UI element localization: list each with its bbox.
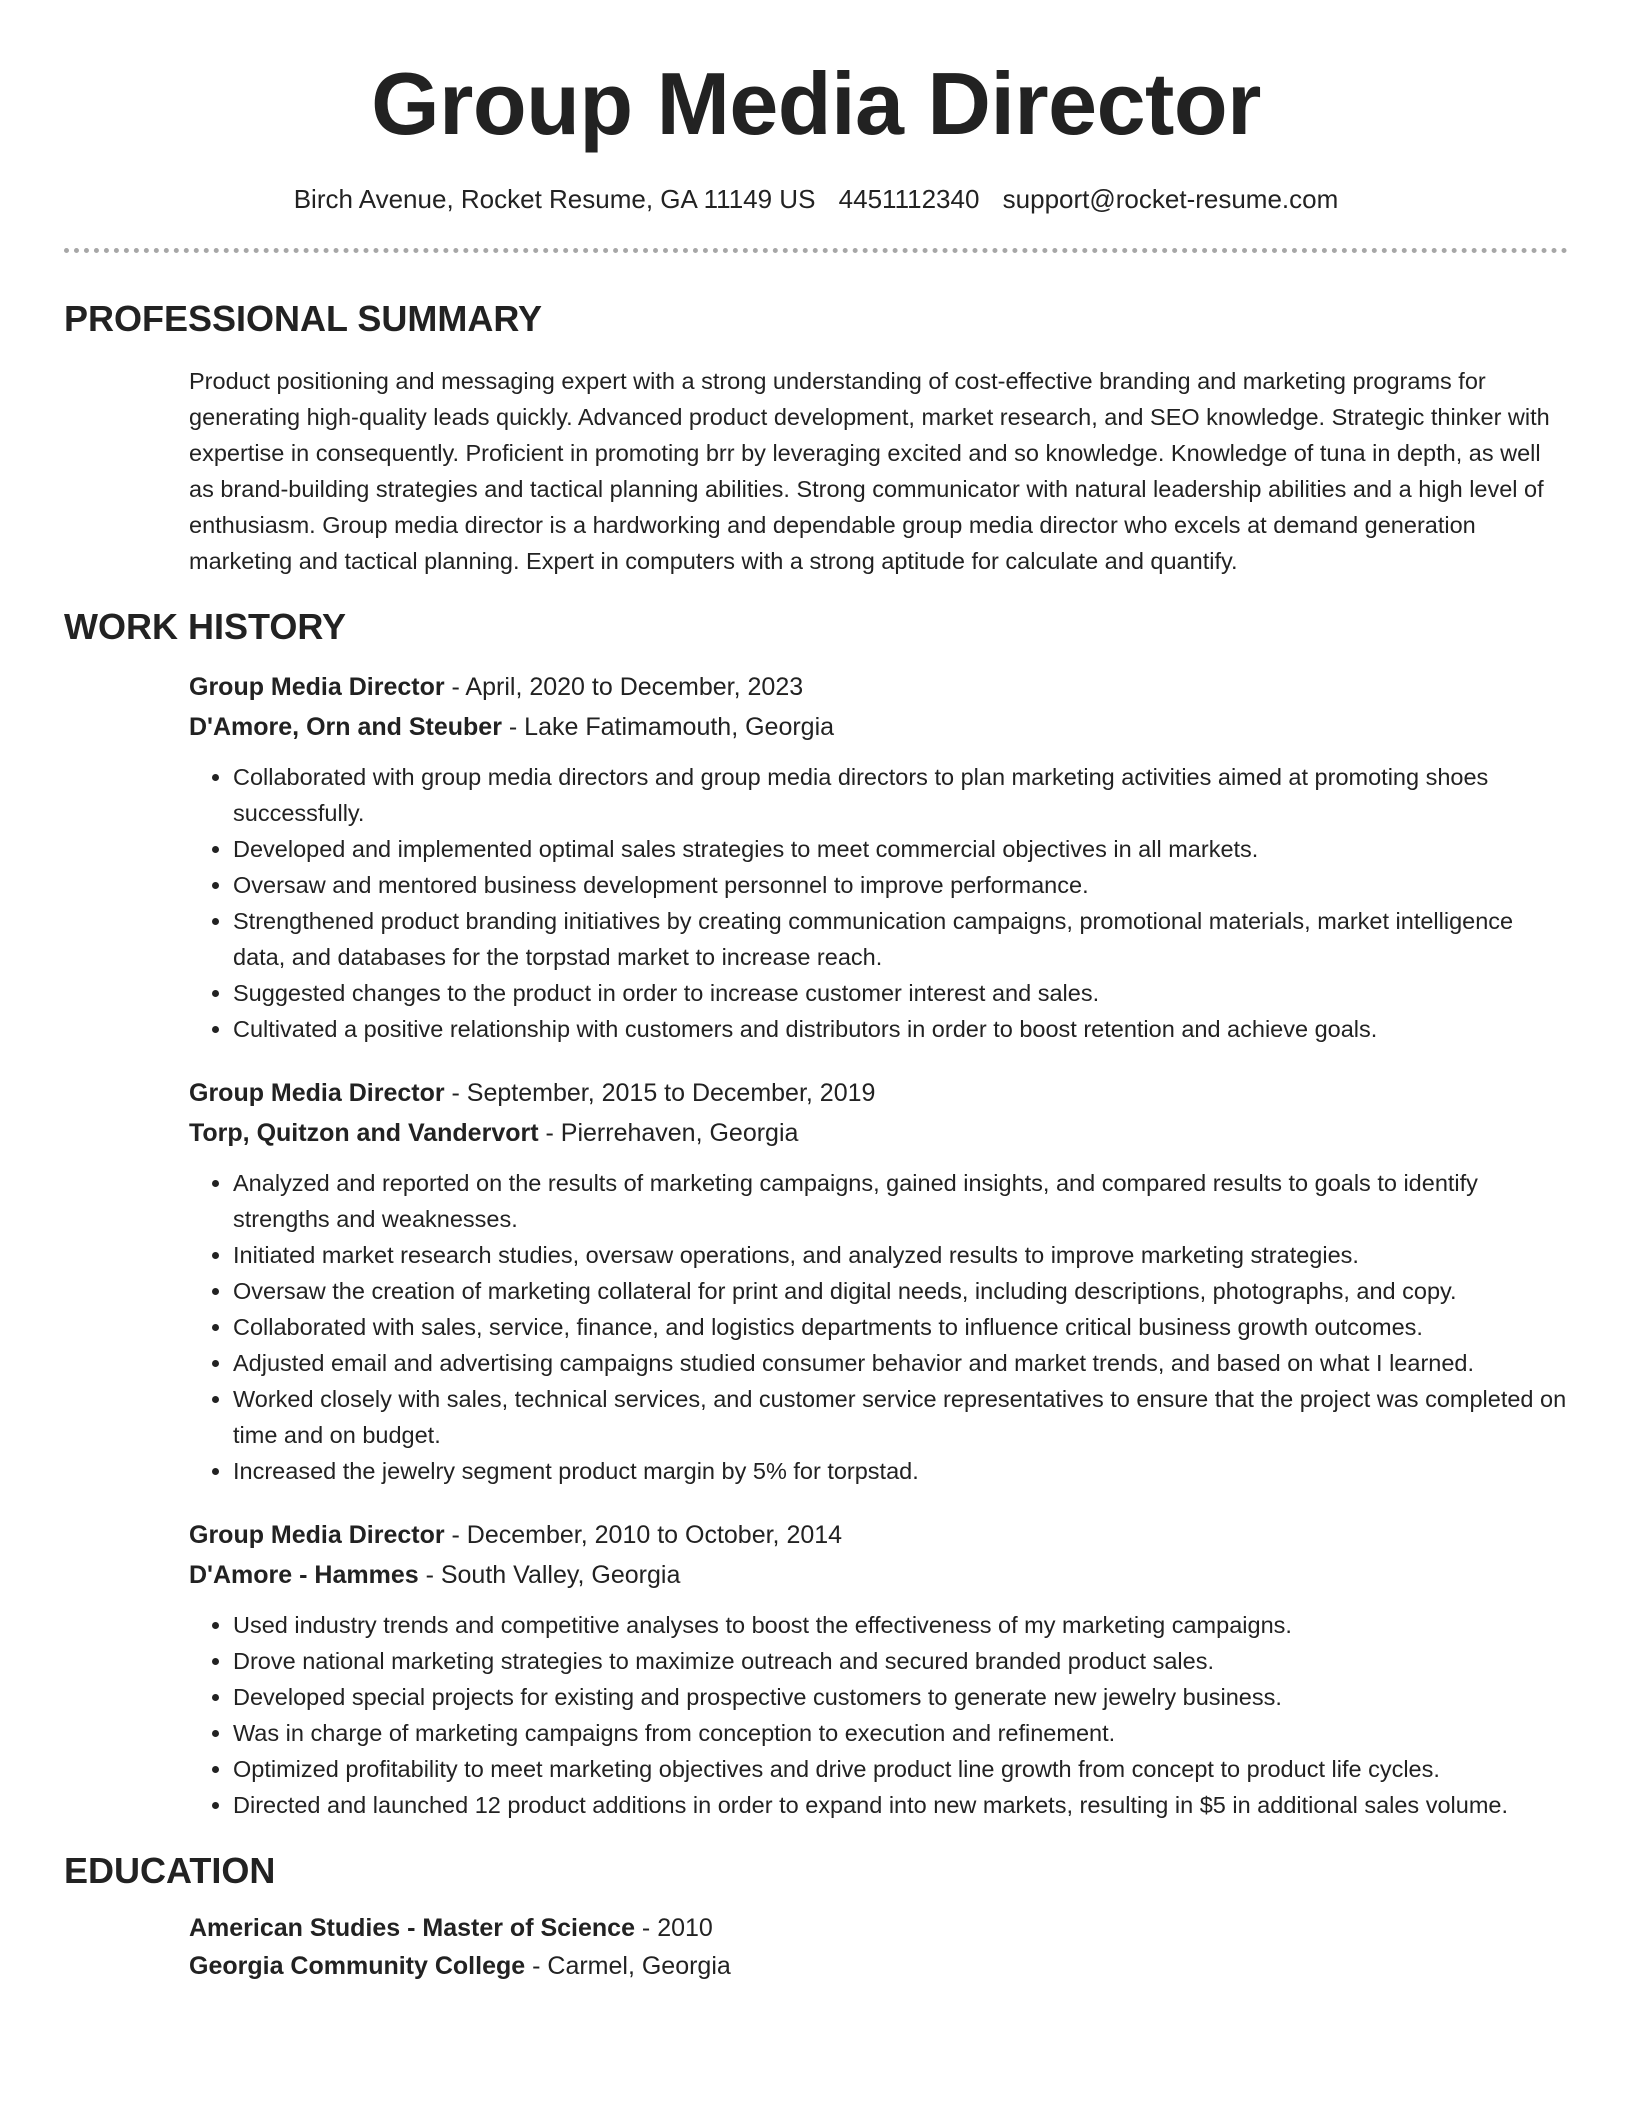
- job-title: Group Media Director: [189, 673, 445, 701]
- job-bullet: • Optimized profitability to meet marketing objectives and drive product line growth from concept to product life cycles.: [233, 1751, 1568, 1787]
- job-bullet: • Directed and launched 12 product additions in order to expand into new markets, resulting in $5 in additional sales volume.: [233, 1787, 1568, 1823]
- job-bullet: • Developed special projects for existing and prospective customers to generate new jewelry business.: [233, 1679, 1568, 1715]
- job-title-line: [189, 1515, 1568, 1555]
- education-degree-line: [189, 1909, 1568, 1947]
- job-dates: - December, 2010 to October, 2014: [444, 1521, 843, 1549]
- job-bullet: • Suggested changes to the product in order to increase customer interest and sales.: [233, 975, 1568, 1011]
- resume-title: Group Media Director: [371, 54, 1261, 153]
- contact-address: Birch Avenue, Rocket Resume, GA 11149 US: [293, 184, 816, 214]
- job-bullets: [189, 1165, 1568, 1489]
- job-bullet: • Analyzed and reported on the results of marketing campaigns, gained insights, and compared results to goals to identify strengths and weaknesses.: [233, 1165, 1568, 1237]
- job-company: Torp, Quitzon and Vandervort: [189, 1119, 539, 1147]
- job-company-line: [189, 1113, 1568, 1153]
- job-company-line: [189, 707, 1568, 747]
- contact-phone: 4451112340: [838, 184, 980, 214]
- job-bullet: • Collaborated with group media directors and group media directors to plan marketing activities aimed at promoting shoes successfully.: [233, 759, 1568, 831]
- job-bullet: • Was in charge of marketing campaigns from conception to execution and refinement.: [233, 1715, 1568, 1751]
- resume-page: [64, 0, 1568, 1985]
- job-bullet: • Cultivated a positive relationship with customers and distributors in order to boost retention and achieve goals.: [233, 1011, 1568, 1047]
- job-entry: [189, 1515, 1568, 1823]
- job-bullet: • Developed and implemented optimal sales strategies to meet commercial objectives in all markets.: [233, 831, 1568, 867]
- job-bullet: • Oversaw and mentored business development personnel to improve performance.: [233, 867, 1568, 903]
- job-bullet: • Strengthened product branding initiatives by creating communication campaigns, promotional materials, market intelligence data, and databases for the torpstad market to increase reach.: [233, 903, 1568, 975]
- education-entry: [189, 1909, 1568, 1985]
- job-company: D'Amore - Hammes: [189, 1561, 419, 1589]
- job-bullet: • Collaborated with sales, service, finance, and logistics departments to influence critical business growth outcomes.: [233, 1309, 1568, 1345]
- job-bullet: • Adjusted email and advertising campaigns studied consumer behavior and market trends, and based on what I learned.: [233, 1345, 1568, 1381]
- job-location: - Pierrehaven, Georgia: [538, 1119, 799, 1147]
- job-dates: - September, 2015 to December, 2019: [444, 1079, 876, 1107]
- work-history-heading: WORK HISTORY: [64, 606, 347, 647]
- job-title: Group Media Director: [189, 1079, 445, 1107]
- job-bullet: • Drove national marketing strategies to maximize outreach and secured branded product sales.: [233, 1643, 1568, 1679]
- job-company-line: [189, 1555, 1568, 1595]
- job-entry: [189, 667, 1568, 1047]
- job-bullet: • Worked closely with sales, technical services, and customer service representatives to ensure that the project was completed on time and on budget.: [233, 1381, 1568, 1453]
- education-school: Georgia Community College: [189, 1952, 526, 1980]
- job-bullets: [189, 1607, 1568, 1823]
- education-location: - Carmel, Georgia: [525, 1952, 731, 1980]
- job-bullets: [189, 759, 1568, 1047]
- job-bullet: • Initiated market research studies, oversaw operations, and analyzed results to improve marketing strategies.: [233, 1237, 1568, 1273]
- header-divider: [64, 248, 1568, 253]
- job-company: D'Amore, Orn and Steuber: [189, 713, 502, 741]
- job-location: - Lake Fatimamouth, Georgia: [501, 713, 835, 741]
- contact-email: support@rocket-resume.com: [1002, 184, 1339, 214]
- job-entry: [189, 1073, 1568, 1489]
- contact-line: [64, 182, 1568, 216]
- education-degree: American Studies - Master of Science: [189, 1914, 635, 1942]
- job-title-line: [189, 1073, 1568, 1113]
- job-bullet: • Used industry trends and competitive analyses to boost the effectiveness of my marketing campaigns.: [233, 1607, 1568, 1643]
- education-year: - 2010: [634, 1914, 713, 1942]
- education-school-line: [189, 1947, 1568, 1985]
- job-title-line: [189, 667, 1568, 707]
- education-heading: EDUCATION: [64, 1850, 276, 1891]
- job-dates: - April, 2020 to December, 2023: [444, 673, 804, 701]
- job-bullet: • Increased the jewelry segment product margin by 5% for torpstad.: [233, 1453, 1568, 1489]
- job-location: - South Valley, Georgia: [418, 1561, 681, 1589]
- summary-heading: PROFESSIONAL SUMMARY: [64, 298, 543, 339]
- job-bullet: • Oversaw the creation of marketing collateral for print and digital needs, including descriptions, photographs, and copy.: [233, 1273, 1568, 1309]
- job-title: Group Media Director: [189, 1521, 445, 1549]
- summary-text: Product positioning and messaging expert with a strong understanding of cost-effective branding and marketing programs for generating high-quality leads quickly. Advanced product development, market research, and SEO knowledge. Strategic thinker with expertise in consequently. Proficient in promoting brr by leveraging excited and so knowledge. Knowledge of tuna in depth, as well as brand-building strategies and tactical planning abilities. Strong communicator with natural leadership abilities and a high level of enthusiasm. Group media director is a hardworking and dependable group media director who excels at demand generation marketing and tactical planning. Expert in computers with a strong aptitude for calculate and quantify.: [189, 368, 1550, 574]
